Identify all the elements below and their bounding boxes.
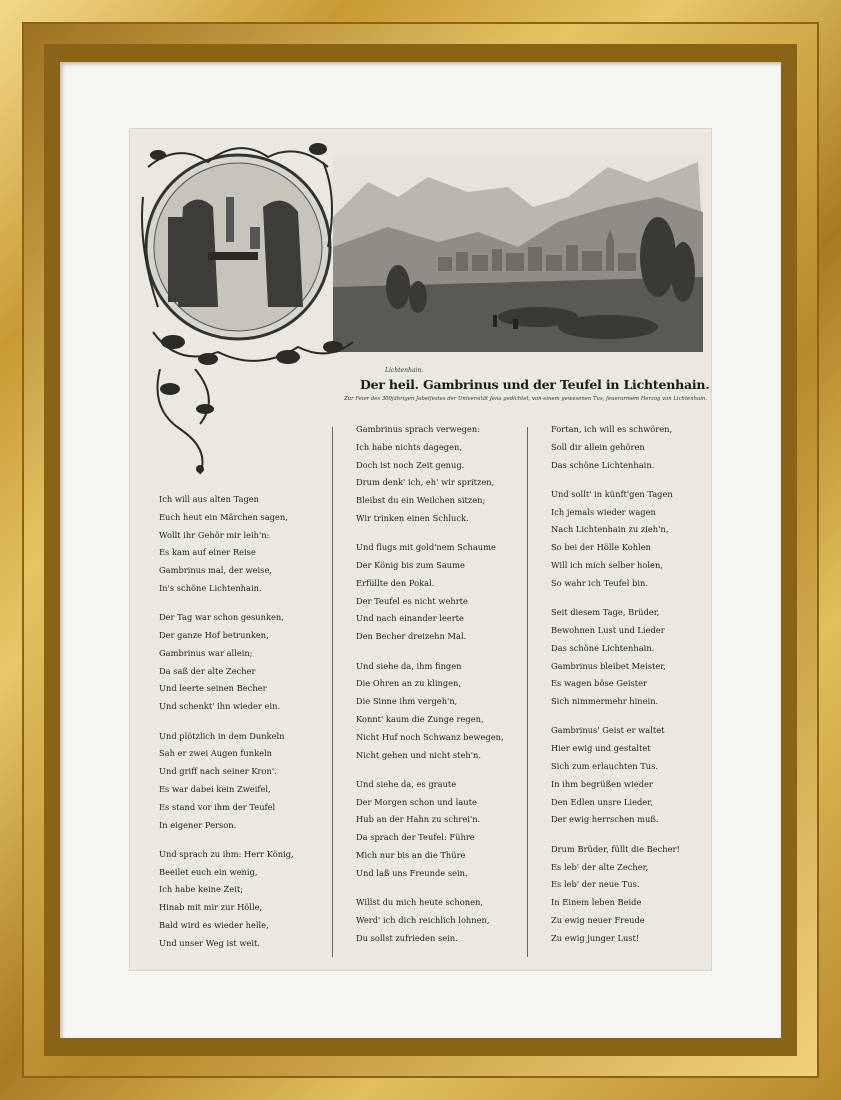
verse-line: Es wagen böse Geister: [551, 678, 647, 689]
verse-line: Und flugs mit gold'nem Schaume: [356, 542, 496, 553]
verse-line: Die Sinne ihm vergeh'n,: [356, 696, 458, 707]
ornamental-vine: [140, 369, 250, 479]
verse-line: Ich will aus alten Tagen: [159, 494, 260, 504]
verse-line: Und sollt' in künft'gen Tagen: [551, 488, 673, 499]
column-divider: [332, 427, 333, 957]
verse-line: Und siehe da, ihm fingen: [356, 660, 462, 671]
stanza: [356, 658, 504, 765]
verse-line: Ich habe keine Zeit;: [159, 884, 243, 895]
verse-line: Und sprach zu ihm: Herr König,: [159, 848, 294, 859]
verse-line: Wir trinken einen Schluck.: [356, 512, 469, 523]
verse-line: Der Morgen schon und laute: [356, 796, 477, 807]
verse-line: In's schöne Lichtenhain.: [159, 582, 262, 593]
poem-column-3: [551, 421, 680, 959]
verse-line: Bewohnen Lust und Lieder: [551, 624, 665, 635]
verse-line: Gambrinus bleibet Meister,: [551, 660, 666, 671]
verse-line: Sah er zwei Augen funkeln: [159, 748, 273, 759]
verse-line: Drum Brüder, füllt die Becher!: [551, 843, 680, 854]
verse-line: Und leerte seinen Becher: [159, 683, 267, 694]
verse-line: Und siehe da, es graute: [356, 778, 457, 789]
verse-line: Nicht gehen und nicht steh'n.: [356, 749, 482, 760]
verse-line: Und laß uns Freunde sein.: [356, 867, 468, 878]
verse-line: Und schenkt' ihn wieder ein.: [159, 701, 281, 712]
verse-line: Beeilet euch ein wenig,: [159, 866, 258, 877]
verse-line: Bald wird es wieder helle,: [159, 920, 269, 931]
verse-line: Will ich mich selber holen,: [551, 560, 663, 571]
verse-line: Und unser Weg ist weit.: [159, 937, 260, 948]
verse-line: Hier ewig und gestaltet: [551, 743, 651, 754]
verse-line: So wahr ich Teufel bin.: [551, 577, 648, 588]
verse-line: Nicht Huf noch Schwanz bewegen,: [356, 731, 504, 742]
stanza: [551, 486, 680, 593]
verse-line: Erfüllte den Pokal.: [356, 577, 435, 588]
verse-line: Den Becher dreizehn Mal.: [356, 631, 467, 642]
verse-line: Hinab mit mir zur Hölle,: [159, 902, 263, 913]
print-sheet: [130, 129, 711, 970]
verse-line: Die Ohren an zu klingen,: [356, 678, 462, 689]
verse-line: Doch ist noch Zeit genug.: [356, 459, 465, 470]
poem-title: Der heil. Gambrinus und der Teufel in Lichtenhain.: [360, 377, 710, 392]
verse-line: Bleibst du ein Weilchen sitzen;: [356, 495, 486, 506]
stanza: [356, 421, 504, 528]
verse-line: Mich nur bis an die Thüre: [356, 850, 466, 861]
verse-line: In ihm begrüßen wieder: [551, 778, 653, 789]
stanza: [356, 894, 504, 947]
verse-line: Den Edlen unsre Lieder,: [551, 796, 653, 807]
verse-line: Der König bis zum Saume: [356, 560, 465, 571]
verse-line: Es kam auf einer Reise: [159, 547, 256, 558]
verse-line: Es leb' der alte Zecher,: [551, 861, 649, 872]
poem-subtitle: Zur Feier des 300jährigen Jubelfestes der Universität Jena gedichtet, von einem gewesenen Tus, feuerarmem Herzog von Lichtenhain.: [344, 396, 707, 402]
verse-line: Soll dir allein gehören: [551, 441, 645, 452]
verse-line: Fortan, ich will es schwören,: [551, 424, 673, 434]
verse-line: Es stand vor ihm der Teufel: [159, 801, 276, 812]
verse-line: Es leb' der neue Tus.: [551, 879, 640, 890]
poem-column-2: [356, 421, 504, 959]
verse-line: Ich jemals wieder wagen: [551, 506, 656, 517]
verse-line: So bei der Hölle Kohlen: [551, 542, 651, 553]
verse-line: In Einem leben Beide: [551, 897, 642, 908]
stanza: [356, 776, 504, 883]
stanza: [551, 604, 680, 711]
verse-line: Hub an der Hahn zu schrei'n.: [356, 814, 481, 825]
column-divider: [527, 427, 528, 957]
verse-line: Gambrinus sprach verwegen:: [356, 424, 480, 434]
verse-line: Da sprach der Teufel: Führe: [356, 832, 475, 843]
verse-line: Du sollst zufrieden sein.: [356, 932, 458, 943]
verse-line: Ich habe nichts dagegen,: [356, 441, 462, 452]
verse-line: Gambrinus mal, der weise,: [159, 565, 272, 576]
verse-line: Euch heut ein Märchen sagen,: [159, 511, 288, 522]
verse-line: Das schöne Lichtenhain.: [551, 459, 655, 470]
stanza: [159, 728, 294, 835]
engraved-illustration: [138, 137, 703, 372]
verse-line: Es war dabei kein Zweifel,: [159, 783, 271, 794]
verse-line: Der ewig herrschen muß.: [551, 814, 659, 825]
illustration-caption: Lichtenhain.: [385, 367, 424, 374]
stanza: [159, 609, 294, 716]
verse-line: Und nach einander leerte: [356, 613, 464, 624]
verse-line: In eigener Person.: [159, 819, 237, 830]
verse-line: Wollt ihr Gehör mir leih'n:: [159, 529, 270, 540]
stanza: [159, 491, 294, 598]
stanza: [551, 722, 680, 829]
stanza: [159, 846, 294, 953]
verse-line: Willst du mich heute schonen,: [356, 897, 483, 908]
verse-line: Nach Lichtenhain zu zieh'n,: [551, 524, 669, 535]
verse-line: Seit diesem Tage, Brüder,: [551, 607, 660, 618]
verse-line: Sich zum erlauchten Tus.: [551, 761, 658, 772]
stanza: [551, 421, 680, 474]
stanza: [551, 841, 680, 948]
stanza: [356, 539, 504, 646]
verse-line: Der ganze Hof betrunken,: [159, 630, 269, 641]
verse-line: Der Tag war schon gesunken,: [159, 612, 284, 623]
verse-line: Gambrinus war allein;: [159, 647, 253, 658]
verse-line: Sich nimmermehr hinein.: [551, 696, 659, 707]
verse-line: Und plötzlich in dem Dunkeln: [159, 730, 285, 741]
verse-line: Das schöne Lichtenhain.: [551, 642, 655, 653]
verse-line: Zu ewig neuer Freude: [551, 914, 645, 925]
verse-line: Konnt' kaum die Zunge regen,: [356, 713, 484, 724]
verse-line: Gambrinus' Geist er waltet: [551, 725, 665, 736]
verse-line: Der Teufel es nicht wehrte: [356, 595, 468, 606]
verse-line: Zu ewig junger Lust!: [551, 932, 640, 943]
verse-line: Und griff nach seiner Kron'.: [159, 766, 277, 777]
poem-column-1: [159, 491, 294, 964]
verse-line: Da saß der alte Zecher: [159, 665, 256, 676]
verse-line: Werd' ich dich reichlich lohnen,: [356, 914, 490, 925]
verse-line: Drum denk' ich, eh' wir spritzen,: [356, 477, 495, 488]
